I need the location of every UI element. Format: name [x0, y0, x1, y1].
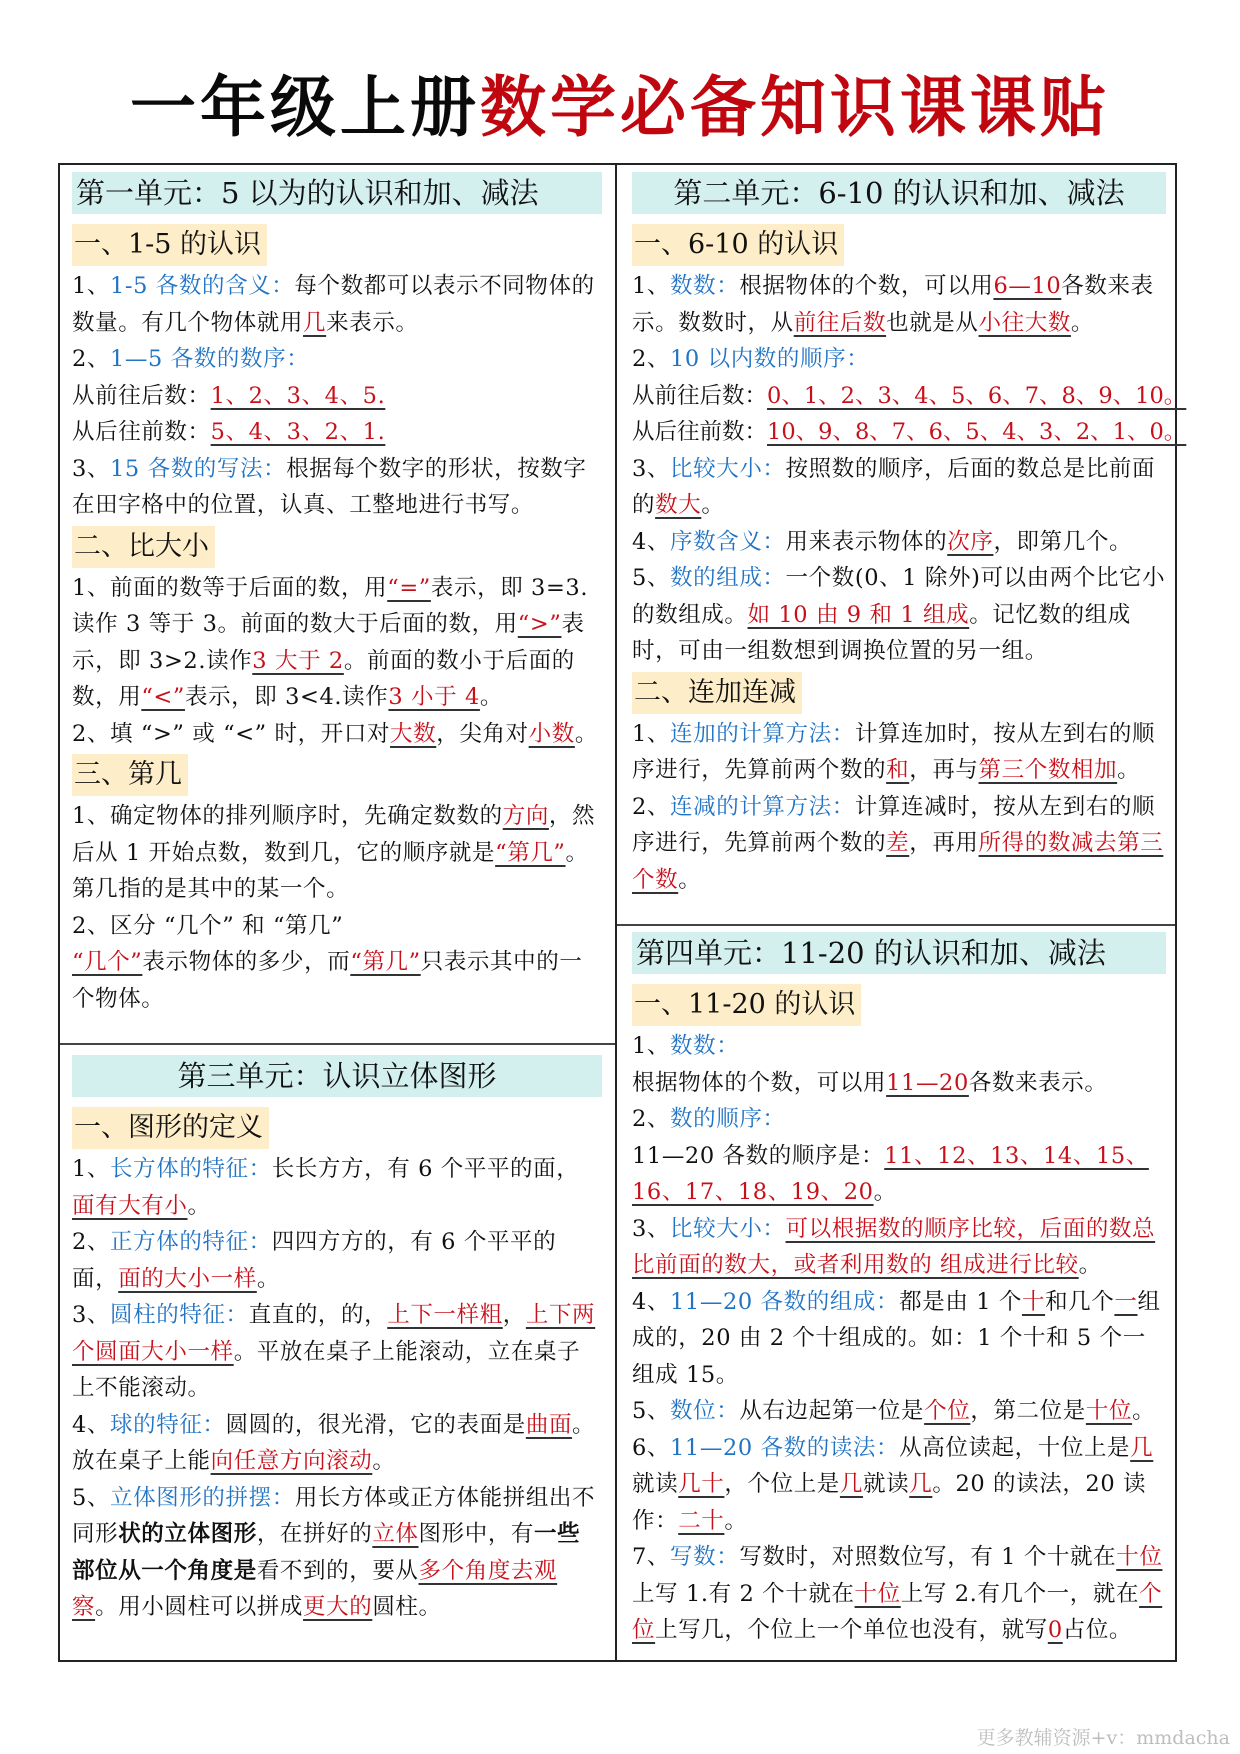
paragraph: 1、1-5 各数的含义：每个数都可以表示不同物体的数量。有几个物体就用几来表示。: [72, 273, 595, 336]
unit-3-title: 第三单元：认识立体图形: [72, 1055, 602, 1097]
answer: 0、1、2、3、4、5、6、7、8、9、10。: [767, 382, 1187, 409]
answer: 3 小于 4: [388, 684, 480, 710]
answer: 十位: [854, 1580, 901, 1607]
paragraph: 从前往后数：0、1、2、3、4、5、6、7、8、9、10。: [632, 382, 1187, 409]
paragraph: “几个”表示物体的多少，而“第几”只表示其中的一个物体。: [72, 949, 583, 1012]
item-label: 圆柱的特征：: [110, 1302, 249, 1328]
answer: 1、2、3、4、5.: [210, 382, 386, 409]
item-label: 序数含义：: [670, 528, 786, 555]
item-label: 写数：: [670, 1544, 740, 1570]
item-label: 连加的计算方法：: [670, 720, 855, 747]
answer: 曲面: [525, 1411, 573, 1438]
item-label: 比较大小：: [670, 455, 786, 482]
answer: 十位: [1116, 1544, 1163, 1570]
answer: 第三个数相加: [978, 757, 1118, 783]
unit-1-title: 第一单元：5 以为的认识和加、减法: [72, 172, 602, 214]
answer: 6—10: [993, 273, 1062, 299]
answer: 0: [1047, 1617, 1063, 1643]
item-label: 长方体的特征：: [110, 1156, 272, 1182]
answer: 一: [1114, 1288, 1138, 1315]
answer: 几: [303, 309, 327, 336]
answer: “几个”: [72, 949, 143, 975]
answer: 5、4、3、2、1.: [210, 419, 386, 445]
unit-4: [632, 932, 1166, 1649]
answer: 差: [886, 830, 910, 856]
answer: 上下两个圆面大小一样: [72, 1302, 596, 1365]
page-title: [0, 62, 1240, 152]
answer: 3 大于 2: [252, 647, 344, 674]
paragraph: 3、圆柱的特征：直直的，的，上下一样粗，上下两个圆面大小一样。平放在桌子上能滚动，立在桌子上不能滚动。: [72, 1302, 596, 1401]
paragraph: 1、数数：: [632, 1033, 740, 1059]
unit-4-section-1-heading: 一、11-20 的认识: [632, 984, 861, 1026]
unit-2-title: 第二单元：6-10 的认识和加、减法: [632, 172, 1166, 214]
paragraph: 2、1—5 各数的数序：: [72, 346, 310, 372]
item-label: 11—20 各数的读法：: [670, 1434, 900, 1461]
item-label: 15 各数的写法：: [110, 455, 287, 482]
answer: 上下一样粗: [387, 1302, 503, 1328]
item-label: 立体图形的拼摆：: [110, 1484, 295, 1511]
unit-2-section-2-heading: 二、连加连减: [632, 672, 802, 714]
item-label: 数的组成：: [670, 565, 786, 591]
paragraph: 从前往后数：1、2、3、4、5.: [72, 382, 386, 409]
answer: 小数: [528, 720, 575, 747]
answer: 多个角度去观察: [72, 1557, 558, 1620]
item-label: 10 以内数的顺序：: [670, 346, 870, 372]
paragraph: 2、区分 “几个” 和 “第几”: [72, 912, 344, 939]
answer: 方向: [502, 803, 549, 829]
item-label: 数数：: [670, 273, 740, 299]
answer: 更大的: [303, 1594, 373, 1620]
paragraph: 1、连加的计算方法：计算连加时，按从左到右的顺序进行，先算前两个数的和，再与第三个数相加。: [632, 720, 1156, 783]
answer: “<”: [141, 684, 185, 710]
answer: “>”: [517, 611, 562, 637]
item-label: 正方体的特征：: [110, 1229, 272, 1255]
answer: 向任意方向滚动: [210, 1448, 373, 1474]
paragraph: 4、11—20 各数的组成：都是由 1 个十和几个一组成的，20 由 2 个十组成的。如：1 个十和 5 个一组成 15。: [632, 1288, 1161, 1388]
item-label: 1-5 各数的含义：: [110, 273, 295, 299]
page-title-red: 数学必备知识课课贴: [480, 68, 1110, 146]
answer: 几: [909, 1471, 933, 1497]
paragraph: 6、11—20 各数的读法：从高位读起，十位上是几就读几十，个位上是几就读几。20 的读法，20 读作：二十。: [632, 1434, 1154, 1534]
answer: 10、9、8、7、6、5、4、3、2、1、0。: [767, 419, 1187, 445]
answer: 次序: [947, 528, 994, 555]
watermark: 更多教辅资源+v：mmdacha: [976, 1727, 1230, 1749]
paragraph: 11—20 各数的顺序是：11、12、13、14、15、16、17、18、19、20。: [632, 1142, 1149, 1205]
item-label: 连减的计算方法：: [670, 793, 855, 820]
answer: 二十: [678, 1507, 725, 1534]
unit-2: [632, 172, 1187, 898]
paragraph: 2、数的顺序：: [632, 1106, 786, 1132]
paragraph: 3、15 各数的写法：根据每个数字的形状，按数字在田字格中的位置，认真、工整地进行书写。: [72, 455, 587, 518]
paragraph: 1、确定物体的排列顺序时，先确定数数的方向，然后从 1 开始点数，数到几，它的顺序就是“第几”。第几指的是其中的某一个。: [72, 803, 596, 902]
paragraph: 7、写数：写数时，对照数位写，有 1 个十就在十位上写 1.有 2 个十就在十位上写 2.有几个一，就在个位上写几，个位上一个单位也没有，就写0占位。: [632, 1544, 1163, 1643]
paragraph: 从后往前数：5、4、3、2、1.: [72, 419, 386, 445]
answer: 立体: [372, 1521, 419, 1547]
answer: 十位: [1085, 1398, 1133, 1424]
answer: 和: [886, 757, 910, 783]
column-divider: [615, 163, 617, 1662]
paragraph: 4、球的特征：圆圆的，很光滑，它的表面是曲面。放在桌子上能向任意方向滚动。: [72, 1411, 596, 1474]
item-label: 数的顺序：: [670, 1106, 786, 1132]
answer: 面的大小一样: [118, 1265, 257, 1292]
paragraph: 1、前面的数等于后面的数，用“=”表示，即 3=3.读作 3 等于 3。前面的数大于后面的数，用“>”表示，即 3>2.读作3 大于 2。前面的数小于后面的数，用“<”表示，即 3<4.读作3 小于 4。: [72, 574, 589, 710]
answer: 几: [839, 1471, 864, 1497]
paragraph: 5、数的组成：一个数(0、1 除外)可以由两个比它小的数组成。如 10 由 9 和 1 组成。记忆数的组成时，可由一组数想到调换位置的另一组。: [632, 565, 1166, 664]
paragraph: 2、连减的计算方法：计算连减时，按从左到右的顺序进行，先算前两个数的差，再用所得的数减去第三个数。: [632, 793, 1164, 893]
left-row-divider: [60, 1043, 615, 1045]
answer: 11、12、13、14、15、16、17、18、19、20: [632, 1142, 1149, 1205]
answer: 11—20: [886, 1069, 969, 1096]
item-label: 比较大小：: [670, 1215, 786, 1242]
answer: 小往大数: [978, 309, 1071, 336]
answer: 个位: [632, 1580, 1163, 1643]
paragraph: 5、数位：从右边起第一位是个位，第二位是十位。: [632, 1398, 1156, 1424]
unit-1-section-1-heading: 一、1-5 的认识: [72, 224, 267, 266]
item-label: 11—20 各数的组成：: [670, 1288, 900, 1315]
unit-1: [72, 172, 602, 1017]
paragraph: 1、数数：根据物体的个数，可以用6—10各数来表示。数数时，从前往后数也就是从小往大数。: [632, 273, 1154, 336]
answer: 如 10 由 9 和 1 组成: [747, 601, 970, 628]
answer: 几十: [678, 1471, 725, 1497]
item-label: 球的特征：: [110, 1411, 226, 1438]
paragraph: 1、长方体的特征：长长方方，有 6 个平平的面，面有大有小。: [72, 1156, 580, 1219]
right-row-divider: [617, 924, 1175, 926]
answer: “=”: [387, 574, 431, 601]
unit-4-title: 第四单元：11-20 的认识和加、减法: [632, 932, 1166, 974]
unit-1-section-3-heading: 三、第几: [72, 754, 188, 796]
paragraph: 从后往前数：10、9、8、7、6、5、4、3、2、1、0。: [632, 419, 1187, 445]
paragraph: 3、比较大小：可以根据数的顺序比较，后面的数总比前面的数大，或者利用数的 组成进行比较。: [632, 1215, 1156, 1278]
unit-3-section-1-heading: 一、图形的定义: [72, 1107, 269, 1149]
paragraph: 5、立体图形的拼摆：用长方体或正方体能拼组出不同形状的立体图形，在拼好的立体图形中，有一些部位从一个角度是看不到的，要从多个角度去观察。用小圆柱可以拼成更大的圆柱。: [72, 1484, 596, 1620]
answer: 可以根据数的顺序比较，后面的数总比前面的数大，或者利用数的 组成进行比较: [632, 1215, 1156, 1278]
answer: 数大: [655, 492, 702, 518]
answer: 个位: [924, 1398, 971, 1424]
item-label: 数位：: [670, 1398, 740, 1424]
answer: 几: [1130, 1434, 1154, 1461]
paragraph: 3、比较大小：按照数的顺序，后面的数总是比前面的数大。: [632, 455, 1156, 518]
page-title-black: 一年级上册: [130, 68, 480, 146]
paragraph: 2、10 以内数的顺序：: [632, 346, 870, 372]
answer: 大数: [390, 720, 437, 747]
answer: 面有大有小: [72, 1192, 188, 1219]
answer: 前往后数: [793, 309, 887, 336]
paragraph: 根据物体的个数，可以用11—20各数来表示。: [632, 1069, 1108, 1096]
unit-1-section-2-heading: 二、比大小: [72, 526, 215, 568]
unit-2-section-1-heading: 一、6-10 的认识: [632, 224, 844, 266]
paragraph: 4、序数含义：用来表示物体的次序，即第几个。: [632, 528, 1133, 555]
paragraph: 2、正方体的特征：四四方方的，有 6 个平平的面，面的大小一样。: [72, 1229, 557, 1292]
answer: “第几”: [350, 949, 421, 975]
answer: 所得的数减去第三个数: [632, 830, 1164, 893]
paragraph: 2、填 “>” 或 “<” 时，开口对大数，尖角对小数。: [72, 720, 598, 747]
item-label: 1—5 各数的数序：: [110, 346, 310, 372]
answer: “第几”: [495, 839, 566, 866]
item-label: 数数：: [670, 1033, 740, 1059]
unit-3: [72, 1055, 602, 1626]
answer: 十: [1021, 1288, 1046, 1315]
